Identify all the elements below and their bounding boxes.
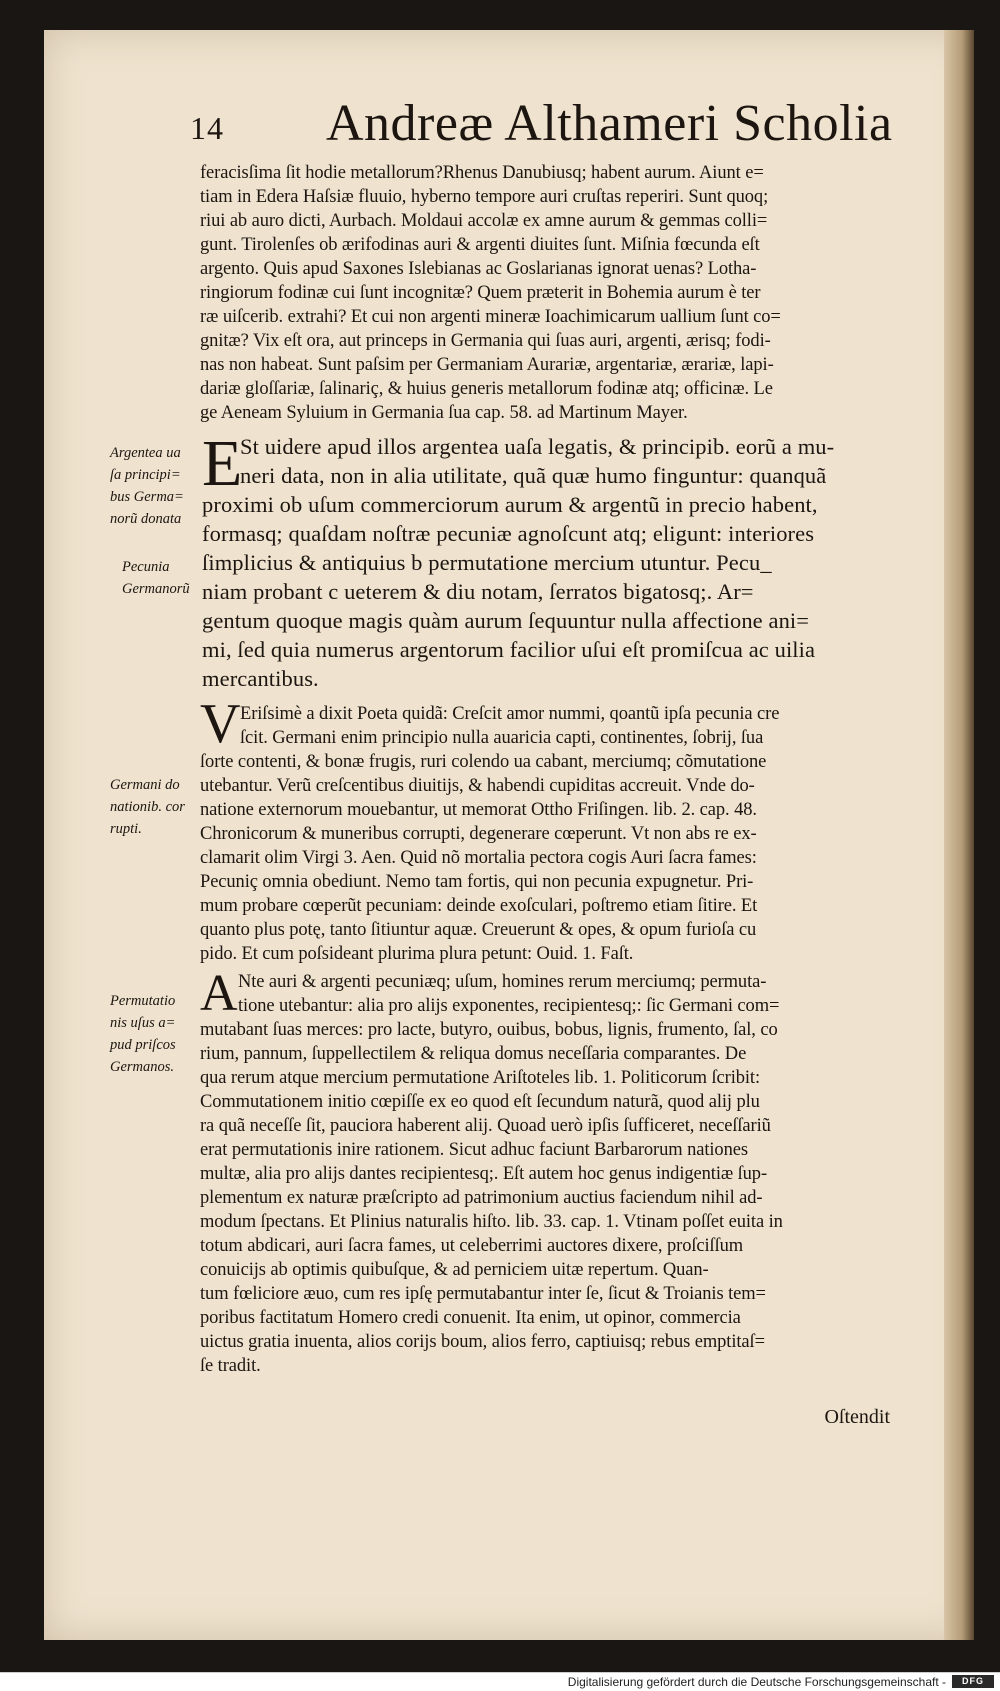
text-line: ræ uiſcerib. extrahi? Et cui non argenti mineræ Ioachimicarum uallium ſunt co= [200,307,781,327]
text-line: neri data, non in alia utilitate, quã quæ humo finguntur: quanquã [240,463,827,488]
text-line: Nte auri & argenti pecuniæq; uſum, homines rerum merciumq; permuta- [238,972,767,992]
text-line: totum abdicari, auri ſacra fames, ut celeberrimi auctores dixere, proſciſſum [200,1236,744,1256]
text-line: modum ſpectans. Et Plinius naturalis hiſto. lib. 33. cap. 1. Vtinam poſſet euita in [200,1212,783,1232]
margin-note-line: Permutatio [110,993,176,1009]
text-line: uictus gratia inuenta, alios corijs boum, alios ferro, captiuisq; rebus emptitaſ= [200,1332,765,1352]
text-line: poribus factitatum Homero credi conuenit. Ita enim, ut opinor, commercia [200,1308,741,1328]
text-line: qua rerum atque mercium permutatione Ariſtoteles lib. 1. Politicorum ſcribit: [200,1068,761,1088]
margin-note-line: Germani do [110,777,180,793]
text-line: mercantibus. [202,666,319,691]
margin-note-line: nis uſus a= [110,1015,176,1031]
text-line: proximi ob uſum commerciorum aurum & argentũ in precio habent, [202,492,818,517]
text-line: clamarit olim Virgi 3. Aen. Quid nõ mortalia pectora cogis Auri ſacra fames: [200,848,757,868]
text-line: St uidere apud illos argentea uaſa legatis, & principib. eorũ a mu- [240,434,835,459]
text-line: Eriſsimè a dixit Poeta quidã: Creſcit amor nummi, qoantũ ipſa pecunia cre [240,704,780,724]
text-line: tione utebantur: alia pro alijs exponentes, recipientesq;: ſic Germani com= [238,996,780,1016]
text-line: niam probant c ueterem & diu notam, ſerratos bigatosq;. Ar= [202,579,754,604]
text-line: Commutationem initio cœpiſſe ex eo quod eſt ſecundum naturã, quod alij plu [200,1092,760,1112]
text-line: gentum quoque magis quàm aurum ſequuntur nulla affectione ani= [202,608,810,633]
text-line: nas non habeat. Sunt paſsim per Germaniam Aurariæ, argentariæ, ærariæ, lapi- [200,355,774,375]
text-line: tum fœliciore æuo, cum res ipſę permutabantur inter ſe, ſicut & Troianis tem= [200,1284,766,1304]
text-line: ſimplicius & antiquius b permutatione mercium utuntur. Pecu_ [202,550,772,575]
margin-note-line: pud priſcos [110,1037,176,1053]
text-line: feracisſima ſit hodie metallorum?Rhenus Danubiusq; habent aurum. Aiunt e= [200,163,764,183]
text-line: utebantur. Verũ creſcentibus diuitijs, & habendi cupiditas accreuit. Vnde do- [200,776,755,796]
margin-note [110,442,210,530]
text-line: erat permutationis inire rationem. Sicut adhuc faciunt Barbarorum nationes [200,1140,748,1160]
text-line: quanto plus potę, tanto ſitiuntur aquæ. Creuerunt & opes, & opum furioſa cu [200,920,757,940]
text-line: formasq; quaſdam noſtræ pecuniæ agnoſcunt atq; eligunt: interiores [202,521,815,546]
text-line: gunt. Tirolenſes ob ærifodinas auri & argenti diuites ſunt. Miſnia fœcunda eſt [200,235,760,255]
drop-cap: V [200,693,241,755]
text-line: argento. Quis apud Saxones Islebianas ac Goslarianas ignorat uenas? Lotha- [200,259,757,279]
margin-note-line: Pecunia [122,559,170,575]
text-line: multæ, alia pro alijs dantes recipientesq;. Eſt autem hoc genus indigentiæ ſup- [200,1164,768,1184]
text-line: gnitæ? Vix eſt ora, aut princeps in Germania qui ſuas auri, argenti, ærisq; fodi- [200,331,771,351]
margin-note [122,556,222,600]
page-number: 14 [190,110,224,146]
text-line: ſe tradit. [200,1356,261,1376]
text-line: ringiorum fodinæ cui ſunt incognitæ? Quem præterit in Bohemia aurum è ter [200,283,761,303]
text-line: ſcit. Germani enim principio nulla auaricia capti, continentes, ſobrij, ſua [240,728,764,748]
margin-note-line: norũ donata [110,511,182,527]
text-line: mutabant ſuas merces: pro lacte, butyro, ouibus, bobus, lignis, frumento, ſal, co [200,1020,778,1040]
text-line: Pecuniç omnia obediunt. Nemo tam fortis, qui non pecunia expugnetur. Pri- [200,872,754,892]
book-page [44,30,974,1640]
margin-note-line: Argentea ua [110,445,181,461]
text-line: ge Aeneam Syluium in Germania ſua cap. 58. ad Martinum Mayer. [200,403,688,423]
text-line: mum probare cœperũt pecuniam: deinde exoſculari, poſtremo etiam ſitire. Et [200,896,758,916]
text-line: natione externorum mouebantur, ut memorat Ottho Friſingen. lib. 2. cap. 48. [200,800,757,820]
margin-note-line: bus Germa= [110,489,184,505]
footer [0,1672,1000,1691]
catchword: Oſtendit [824,1406,890,1428]
margin-note-line: nationib. cor [110,799,185,815]
drop-cap: E [202,427,243,500]
text-line: dariæ gloſſariæ, ſalinariç, & huius generis metallorum fodinæ atq; officinæ. Le [200,379,773,399]
text-line: pido. Et cum poſsideant plurima plura petunt: Ouid. 1. Faſt. [200,944,634,964]
text-line: conuicijs ab optimis quibuſque, & ad perniciem uitæ repertum. Quan- [200,1260,709,1280]
footer-credit: Digitalisierung gefördert durch die Deutsche Forschungsgemeinschaft - [567,1675,946,1689]
margin-note-line: Germanos. [110,1059,175,1075]
text-line: ſorte contenti, & bonæ frugis, ruri colendo ua cabant, merciumq; cõmutatione [200,752,767,772]
drop-cap: A [200,965,238,1022]
text-line: ra quã neceſſe ſit, pauciora haberent alij. Quoad uerò ipſis ſufficeret, neceſſariũ [200,1116,771,1136]
text-line: tiam in Edera Haſsiæ fluuio, hyberno tempore auri cruſtas reperiri. Sunt quoq; [200,187,769,207]
text-line: Chronicorum & muneribus corrupti, degenerare cœperunt. Vt non abs re ex- [200,824,757,844]
running-title: Andreæ Althameri Scholia [326,95,893,152]
margin-note-line: ſa principi= [110,467,181,483]
margin-note [110,774,210,840]
margin-note-line: rupti. [110,821,142,837]
text-line: rium, pannum, ſuppellectilem & reliqua domus neceſſaria comparantes. De [200,1044,747,1064]
margin-note [110,990,210,1078]
margin-note-line: Germanorũ [122,581,190,597]
text-line: mi, ſed quia numerus argentorum facilior uſui eſt promiſcua ac uilia [202,637,816,662]
dfg-logo: DFG [952,1675,994,1688]
text-line: riui ab auro dicti, Aurbach. Moldaui accolæ ex amne aurum & gemmas colli= [200,211,768,231]
text-line: plementum ex naturæ præſcripto ad patrimonium auctius faciendum nihil ad- [200,1188,763,1208]
